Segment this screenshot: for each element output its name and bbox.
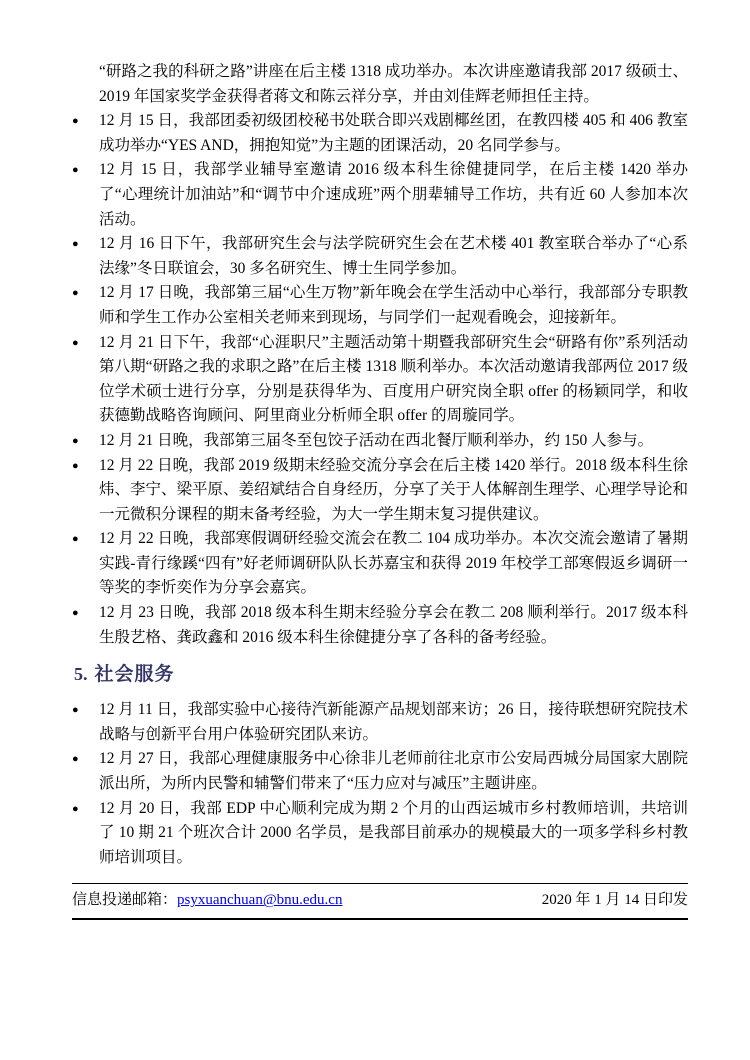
- footer-email-link[interactable]: psyxuanchuan@bnu.edu.cn: [177, 892, 343, 909]
- student-activities-list: [72, 109, 688, 650]
- footer-issue-date: 2020 年 1 月 14 日印发: [541, 892, 688, 909]
- bullet-text: 12 月 15 日，我部团委初级团校秘书处联合即兴戏剧椰丝团，在教四楼 405 和 406 教室成功举办“YES AND，拥抱知觉”为主题的团课活动，20 名同学参与。: [99, 112, 688, 154]
- list-item: [72, 454, 688, 528]
- bullet-text: 12 月 16 日下午，我部研究生会与法学院研究生会在艺术楼 401 教室联合举办了“心系法缘”冬日联谊会，30 多名研究生、博士生同学参加。: [99, 235, 688, 277]
- list-item: [72, 429, 688, 454]
- list-item: [72, 158, 688, 232]
- page-footer: [72, 883, 688, 920]
- bullet-icon: ●: [72, 607, 79, 620]
- list-item: [72, 747, 688, 796]
- list-item: [72, 698, 688, 747]
- section-number: 5.: [74, 664, 88, 685]
- document-content: [72, 60, 688, 920]
- footer-row: [72, 884, 688, 918]
- bullet-text: 12 月 17 日晚，我部第三届“心生万物”新年晚会在学生活动中心举行，我部部分专职教师和学生工作办公室相关老师来到现场，与同学们一起观看晚会，迎接新年。: [99, 284, 688, 326]
- bullet-text: 12 月 23 日晚，我部 2018 级本科生期末经验分享会在教二 208 顺利举行。2017 级本科生殷艺格、龚政鑫和 2016 级本科生徐健捷分享了各科的备考经验。: [99, 604, 688, 646]
- bullet-icon: ●: [72, 704, 79, 717]
- bullet-text: 12 月 20 日，我部 EDP 中心顺利完成为期 2 个月的山西运城市乡村教师培训，共培训了 10 期 21 个班次合计 2000 名学员，是我部目前承办的规模最大的一项多学科乡村教师培训项目。: [99, 799, 688, 866]
- bullet-icon: ●: [72, 753, 79, 766]
- footer-contact: [72, 890, 342, 911]
- bullet-text: 12 月 22 日晚，我部 2019 级期末经验交流分享会在后主楼 1420 举行。2018 级本科生徐炜、李宁、梁平原、姜绍斌结合自身经历，分享了关于人体解剖生理学、心理学导论和一元微积分课程的期末备考经验，为大一学生期末复习提供建议。: [99, 456, 689, 523]
- continuation-paragraph: “研路之我的科研之路”讲座在后主楼 1318 成功举办。本次讲座邀请我部 2017 级硕士、2019 年国家奖学金获得者蒋文和陈云祥分享，并由刘佳辉老师担任主持。: [99, 63, 688, 105]
- bullet-icon: ●: [72, 459, 79, 472]
- social-service-list: [72, 698, 688, 870]
- bullet-icon: ●: [72, 287, 79, 300]
- footer-email-label: 信息投递邮箱：: [72, 892, 178, 909]
- bullet-text: 12 月 27 日，我部心理健康服务中心徐非儿老师前往北京市公安局西城分局国家大剧院派出所，为所内民警和辅警们带来了“压力应对与减压”主题讲座。: [99, 750, 688, 793]
- list-item: [72, 281, 688, 330]
- bullet-text: 12 月 11 日，我部实验中心接待汽新能源产品规划部来访；26 日，接待联想研究院技术战略与创新平台用户体验研究团队来访。: [99, 701, 688, 743]
- bullet-icon: ●: [72, 434, 79, 447]
- bullet-text: 12 月 15 日，我部学业辅导室邀请 2016 级本科生徐健捷同学，在后主楼 1420 举办了“心理统计加油站”和“调节中介速成班”两个朋辈辅导工作坊，共有近 60 人参加本次活动。: [99, 161, 688, 228]
- list-item: [72, 232, 688, 281]
- bullet-icon: ●: [72, 802, 79, 815]
- bullet-text: 12 月 22 日晚，我部寒假调研经验交流会在教二 104 成功举办。本次交流会邀请了暑期实践-青行缘蹊“四有”好老师调研队队长苏嘉宝和获得 2019 年校学工部寒假返乡调研一等奖的李忻奕作为分享会嘉宾。: [99, 530, 688, 597]
- bullet-icon: ●: [72, 238, 79, 251]
- bullet-icon: ●: [72, 533, 79, 546]
- list-item: [72, 527, 688, 601]
- list-item: [72, 331, 688, 429]
- section-title: 社会服务: [94, 664, 175, 686]
- list-item: [72, 797, 688, 871]
- bullet-icon: ●: [72, 336, 79, 349]
- list-item: [72, 109, 688, 158]
- bullet-text: 12 月 21 日晚，我部第三届冬至包饺子活动在西北餐厅顺利举办，约 150 人参与。: [99, 431, 654, 449]
- list-item: [72, 601, 688, 650]
- section-heading: [74, 661, 688, 689]
- bullet-icon: ●: [72, 115, 79, 128]
- bullet-icon: ●: [72, 164, 79, 177]
- bullet-text: 12 月 21 日下午，我部“心涯职尺”主题活动第十期暨我部研究生会“研路有你”系列活动第八期“研路之我的求职之路”在后主楼 1318 顺利举办。本次活动邀请我部两位 2017 级位学术硕士进行分享，分别是获得华为、百度用户研究岗全职 offer 的杨颖同学，和收获德勤战略咨询顾问、阿里商业分析师全职 offer 的周璇同学。: [99, 333, 688, 425]
